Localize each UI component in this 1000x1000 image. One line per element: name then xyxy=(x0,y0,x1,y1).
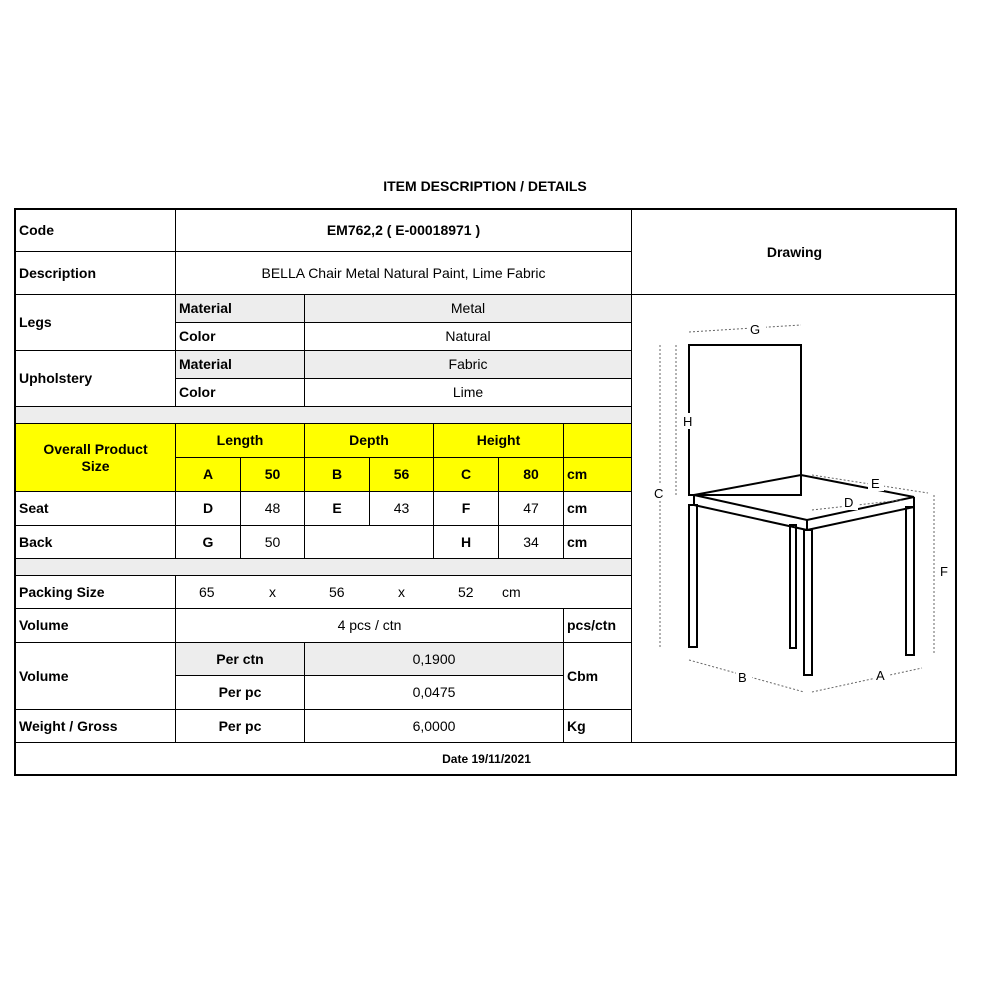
dim-line-g xyxy=(689,325,801,332)
back-unit: cm xyxy=(564,526,632,559)
overall-length-value: 50 xyxy=(241,458,305,492)
legs-label: Legs xyxy=(16,295,176,351)
back-length-value: 50 xyxy=(241,526,305,559)
chair-drawing xyxy=(632,295,957,743)
weight-unit: Kg xyxy=(564,710,632,743)
chair-leg-back-right xyxy=(790,525,796,648)
overall-depth-letter: B xyxy=(305,458,370,492)
packing-row xyxy=(176,576,632,609)
overall-size-label-line1: Overall Product xyxy=(43,440,148,457)
spacer-row xyxy=(16,407,632,424)
volume-pcs-value: 4 pcs / ctn xyxy=(176,609,564,643)
weight-label: Weight / Gross xyxy=(16,710,176,743)
description-value: BELLA Chair Metal Natural Paint, Lime Fabric xyxy=(176,252,632,295)
seat-length-letter: D xyxy=(176,492,241,526)
seat-unit: cm xyxy=(564,492,632,526)
overall-length-letter: A xyxy=(176,458,241,492)
spec-table xyxy=(14,208,957,776)
back-label: Back xyxy=(16,526,176,559)
chair-drawing-svg xyxy=(632,295,957,743)
seat-height-value: 47 xyxy=(499,492,564,526)
depth-header: Depth xyxy=(305,424,434,458)
description-label: Description xyxy=(16,252,176,295)
dim-label-b: B xyxy=(738,670,747,685)
chair-leg-front xyxy=(804,530,812,675)
volume-pcs-label: Volume xyxy=(16,609,176,643)
dim-label-h: H xyxy=(683,414,693,429)
packing-length: 65 xyxy=(199,583,215,600)
volume-per-ctn-label: Per ctn xyxy=(176,643,305,676)
drawing-label: Drawing xyxy=(632,210,957,295)
chair-seat-side-edge xyxy=(807,507,914,530)
volume-cbm-unit: Cbm xyxy=(564,643,632,710)
volume-cbm-label: Volume xyxy=(16,643,176,710)
chair-outline xyxy=(689,345,914,675)
weight-per-pc-label: Per pc xyxy=(176,710,305,743)
volume-per-ctn-value: 0,1900 xyxy=(305,643,564,676)
legs-color-label: Color xyxy=(176,323,305,351)
upholstery-color-label: Color xyxy=(176,379,305,407)
code-value: EM762,2 ( E-00018971 ) xyxy=(176,210,632,252)
legs-color-value: Natural xyxy=(305,323,632,351)
packing-x1: x xyxy=(269,583,276,600)
overall-height-letter: C xyxy=(434,458,499,492)
seat-depth-value: 43 xyxy=(370,492,434,526)
overall-size-label xyxy=(16,424,176,492)
seat-label: Seat xyxy=(16,492,176,526)
volume-per-pc-label: Per pc xyxy=(176,676,305,710)
spacer-row-2 xyxy=(16,559,632,576)
packing-height: 52 xyxy=(458,583,474,600)
dim-line-a xyxy=(812,668,922,692)
overall-height-value: 80 xyxy=(499,458,564,492)
packing-label: Packing Size xyxy=(16,576,176,609)
upholstery-material-label: Material xyxy=(176,351,305,379)
unit-header-blank xyxy=(564,424,632,458)
chair-leg-right xyxy=(906,507,914,655)
volume-per-pc-value: 0,0475 xyxy=(305,676,564,710)
chair-leg-back-left xyxy=(689,505,697,647)
height-header: Height xyxy=(434,424,564,458)
dim-label-g: G xyxy=(750,322,761,337)
dim-label-a: A xyxy=(876,668,885,683)
upholstery-material-value: Fabric xyxy=(305,351,632,379)
upholstery-color-value: Lime xyxy=(305,379,632,407)
seat-length-value: 48 xyxy=(241,492,305,526)
date-footer: Date 19/11/2021 xyxy=(442,752,531,767)
dim-label-f: F xyxy=(940,564,948,579)
legs-material-label: Material xyxy=(176,295,305,323)
packing-unit: cm xyxy=(502,583,521,600)
overall-depth-value: 56 xyxy=(370,458,434,492)
back-depth-blank xyxy=(305,526,434,559)
seat-height-letter: F xyxy=(434,492,499,526)
upholstery-label: Upholstery xyxy=(16,351,176,407)
overall-size-label-line2: Size xyxy=(81,457,110,474)
seat-depth-letter: E xyxy=(305,492,370,526)
chair-backrest xyxy=(689,345,801,495)
sheet-title: ITEM DESCRIPTION / DETAILS xyxy=(383,178,587,194)
code-label: Code xyxy=(16,210,176,252)
weight-value: 6,0000 xyxy=(305,710,564,743)
dim-label-d: D xyxy=(844,495,854,510)
back-length-letter: G xyxy=(176,526,241,559)
back-height-value: 34 xyxy=(499,526,564,559)
back-height-letter: H xyxy=(434,526,499,559)
packing-x2: x xyxy=(398,583,405,600)
volume-pcs-unit: pcs/ctn xyxy=(564,609,632,643)
dim-label-c: C xyxy=(654,486,664,501)
length-header: Length xyxy=(176,424,305,458)
dim-label-e: E xyxy=(871,476,880,491)
legs-material-value: Metal xyxy=(305,295,632,323)
packing-depth: 56 xyxy=(329,583,345,600)
overall-unit: cm xyxy=(564,458,632,492)
